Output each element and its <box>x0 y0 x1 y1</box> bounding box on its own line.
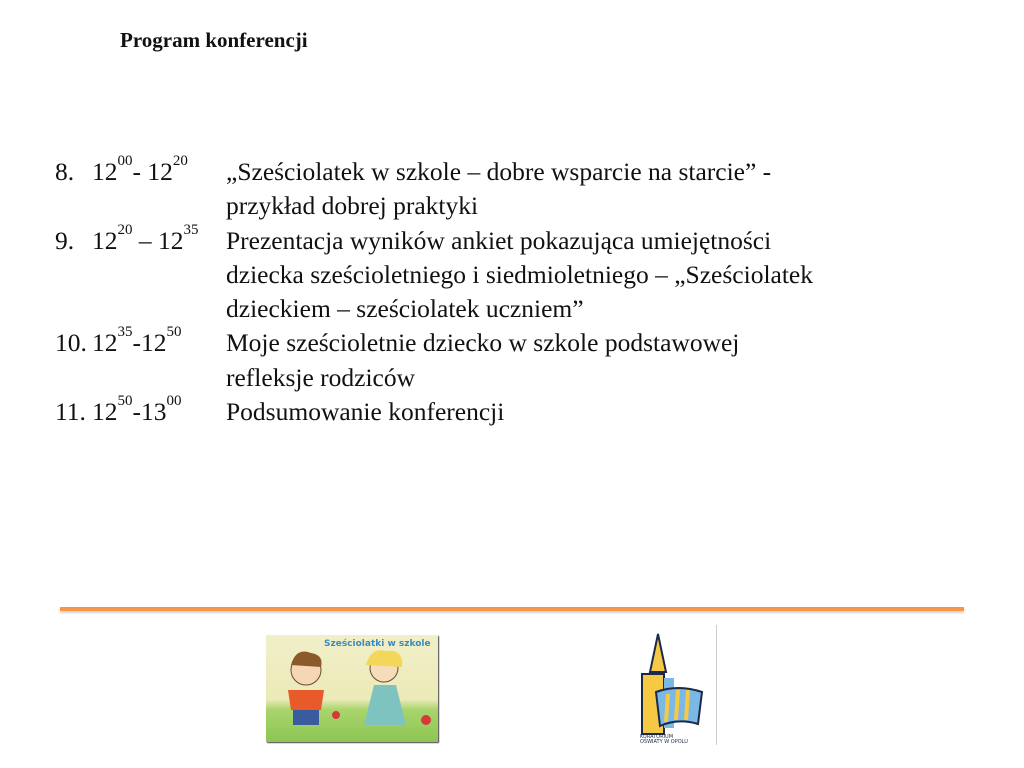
item-number: 8. <box>55 157 75 186</box>
agenda-item-continuation <box>55 292 956 326</box>
agenda-item-continuation <box>55 361 956 395</box>
svg-text:OŚWIATY W OPOLU: OŚWIATY W OPOLU <box>640 739 688 744</box>
end-hour: 12 <box>158 225 184 255</box>
agenda-list <box>55 155 956 429</box>
time-separator: – <box>132 225 158 255</box>
kuratorium-logo-graphic <box>638 632 710 744</box>
item-time <box>92 155 226 189</box>
kuratorium-logo <box>638 632 710 744</box>
item-description: przykład dobrej praktyki <box>226 191 479 221</box>
item-description: refleksje rodziców <box>226 362 416 392</box>
item-number <box>55 189 92 223</box>
item-time <box>92 292 226 326</box>
item-number <box>55 292 92 326</box>
start-hour: 12 <box>92 397 118 427</box>
page-title: Program konferencji <box>120 28 308 52</box>
item-number: 11. <box>55 397 86 427</box>
children-drawing <box>266 635 438 742</box>
end-minute: 50 <box>166 324 182 341</box>
end-hour: 13 <box>141 397 167 427</box>
agenda-item-continuation <box>55 189 956 223</box>
end-hour: 12 <box>147 157 173 186</box>
agenda-item-continuation <box>55 258 956 292</box>
children-illustration <box>266 635 438 742</box>
agenda-item <box>55 221 956 258</box>
item-description: dziecka sześcioletniego i siedmioletniego – „Sześciolatek <box>226 259 813 289</box>
item-number <box>55 361 92 395</box>
item-number <box>55 258 92 292</box>
illustration-caption: Sześciolatki w szkole <box>324 639 431 649</box>
start-minute: 35 <box>117 324 133 341</box>
start-hour: 12 <box>92 225 118 255</box>
time-separator: - <box>132 328 141 358</box>
item-description: Moje sześcioletnie dziecko w szkole podstawowej <box>226 328 740 358</box>
end-minute: 35 <box>183 221 199 238</box>
time-separator: - <box>132 397 141 427</box>
item-time <box>92 189 226 223</box>
agenda-item <box>55 395 956 429</box>
start-hour: 12 <box>92 328 118 358</box>
start-minute: 20 <box>117 221 133 238</box>
item-time <box>92 326 226 360</box>
item-description: dzieckiem – sześciolatek uczniem” <box>226 294 584 324</box>
time-separator: - <box>132 157 148 186</box>
start-minute: 00 <box>117 153 133 169</box>
end-hour: 12 <box>141 328 167 358</box>
item-time <box>92 221 226 258</box>
start-hour: 12 <box>92 157 118 186</box>
agenda-item <box>55 155 956 189</box>
start-minute: 50 <box>117 393 133 410</box>
item-description: „Sześciolatek w szkole – dobre wsparcie na starcie” - <box>226 157 772 186</box>
item-time <box>92 361 226 395</box>
item-time <box>92 395 226 429</box>
agenda-item <box>55 326 956 360</box>
item-time <box>92 258 226 292</box>
item-number: 9. <box>55 225 75 255</box>
svg-text:KURATORIUM: KURATORIUM <box>640 734 674 740</box>
item-description: Prezentacja wyników ankiet pokazująca umiejętności <box>226 225 772 255</box>
end-minute: 20 <box>172 153 188 169</box>
item-number: 10. <box>55 328 87 358</box>
orange-divider <box>60 607 964 611</box>
item-description: Podsumowanie konferencji <box>226 397 505 427</box>
end-minute: 00 <box>166 393 182 410</box>
vertical-divider <box>716 625 717 745</box>
